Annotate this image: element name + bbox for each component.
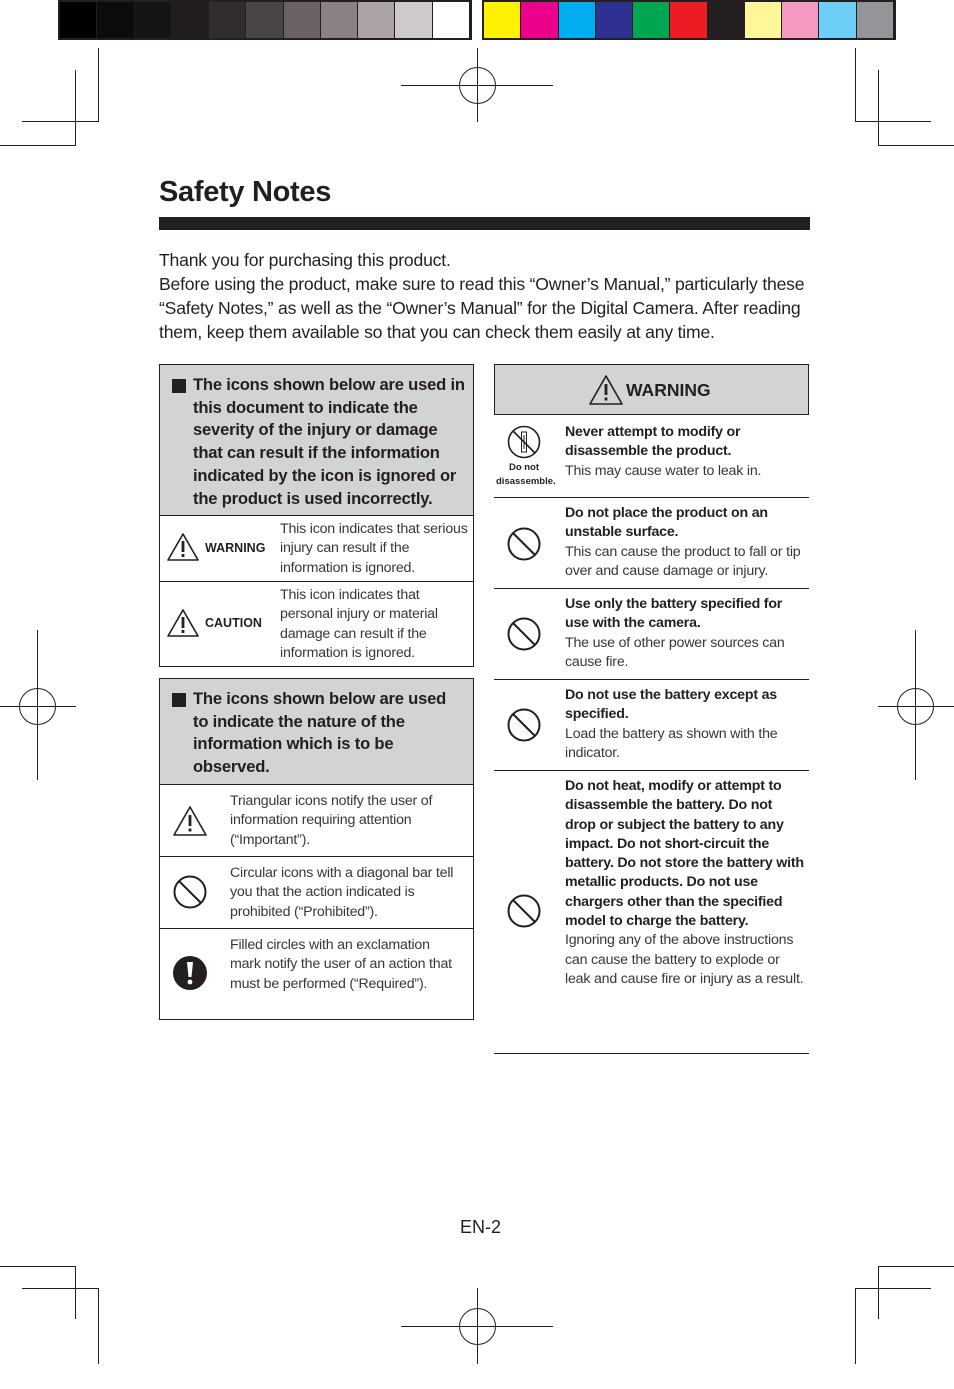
prohibited-icon [506,616,542,652]
warning-header [494,364,809,415]
severity-header-text: The icons shown below are used in this document to indicate the severity of the injury or damage that can result if the information indicated by the icon is ignored or the product is used incorrectly. [193,375,465,508]
color-swatch [857,2,894,38]
gray-swatch [321,2,358,38]
warning-item-battery-specified [494,589,809,680]
severity-icons-box [159,364,474,667]
warning-item-normal: Ignoring any of the above instructions can cause the battery to explode or leak and cause fire or injury as a result. [565,932,804,987]
gray-swatch [433,2,470,38]
warning-item-text [565,423,805,481]
prohibited-icon [506,526,542,562]
caution-triangle-icon [166,608,200,638]
intro-text [159,248,819,344]
prohibited-circle-icon [172,874,208,910]
square-bullet-icon [172,693,186,707]
do-not-disassemble-icon [506,424,542,460]
warning-item-normal: This can cause the product to fall or tip over and cause damage or injury. [565,543,801,579]
title-rule [159,217,810,230]
prohibited-description: Circular icons with a diagonal bar tell you that the action indicated is prohibited (“Prohibited”). [230,865,454,920]
warning-item-text [565,777,805,989]
warning-item-normal: The use of other power sources can cause fire. [565,634,785,670]
required-description: Filled circles with an exclamation mark notify the user of an action that must be performed (“Required”). [230,937,452,992]
gray-swatch [97,2,134,38]
gray-swatch [395,2,432,38]
warning-description: This icon indicates that serious injury can result if the information is ignored. [280,521,468,576]
important-description: Triangular icons notify the user of information requiring attention (“Important”). [230,793,433,848]
warning-item-text [565,504,805,581]
color-swatch [670,2,707,38]
severity-row-warning [160,516,473,582]
caution-description: This icon indicates that personal injury or material damage can result if the information is ignored. [280,587,438,661]
square-bullet-icon [172,379,186,393]
warning-item-bold: Do not use the battery except as specified. [565,687,777,723]
color-swatch [782,2,819,38]
severity-box-header [160,365,473,516]
warning-item-text [565,686,805,763]
warning-item-bold: Never attempt to modify or disassemble the product. [565,424,741,460]
warning-triangle-icon [166,532,200,562]
prohibited-icon [506,893,542,929]
warning-item-text [565,595,805,672]
color-swatch [633,2,670,38]
process-color-bar [482,0,896,40]
color-swatch [521,2,558,38]
warning-item-bold: Use only the battery specified for use with the camera. [565,596,783,632]
warning-item-battery-handling [494,771,809,1054]
warning-item-bold: Do not place the product on an unstable surface. [565,505,768,541]
gray-swatch [172,2,209,38]
gray-swatch [60,2,97,38]
attention-triangle-icon [172,805,208,837]
warning-item-normal: This may cause water to leak in. [565,462,762,479]
prohibited-icon [506,707,542,743]
color-swatch [484,2,521,38]
warning-triangle-icon [588,374,624,406]
required-exclamation-icon [172,955,208,991]
severity-row-caution [160,582,473,668]
color-swatch [596,2,633,38]
color-swatch [745,2,782,38]
nature-header-text: The icons shown below are used to indicate the nature of the information which is to be observed. [193,689,447,777]
warning-item-battery-usage [494,680,809,771]
nature-row-required [160,929,473,1019]
grayscale-color-bar [58,0,472,40]
do-not-disassemble-caption: Do not disassemble. [496,462,556,487]
gray-swatch [246,2,283,38]
page-title: Safety Notes [159,176,332,208]
nature-icons-box [159,678,474,1020]
warning-item-normal: Load the battery as shown with the indicator. [565,725,778,761]
gray-swatch [358,2,395,38]
intro-line-1: Thank you for purchasing this product. [159,250,451,270]
color-swatch [819,2,856,38]
gray-swatch [284,2,321,38]
color-swatch [559,2,596,38]
nature-box-header [160,679,473,785]
warning-header-label: WARNING [626,380,711,400]
nature-row-important [160,785,473,857]
gray-swatch [209,2,246,38]
caution-label: CAUTION [205,616,262,630]
intro-line-2: Before using the product, make sure to read this “Owner’s Manual,” particularly these “Safety Notes,” as well as the “Owner’s Manual” for the Digital Camera. After reading them, keep them available so that you can check them easily at any time. [159,274,805,342]
warning-label: WARNING [205,541,266,555]
warning-item-disassemble [494,415,809,498]
page-number: EN-2 [460,1217,502,1237]
nature-row-prohibited [160,857,473,929]
gray-swatch [135,2,172,38]
warning-item-unstable-surface [494,498,809,589]
color-swatch [708,2,745,38]
warning-item-bold: Do not heat, modify or attempt to disassemble the battery. Do not drop or subject the battery to any impact. Do not short-circuit the battery. Do not store the battery with metallic products. Do not use chargers other than the specified model to charge the battery. [565,778,804,930]
